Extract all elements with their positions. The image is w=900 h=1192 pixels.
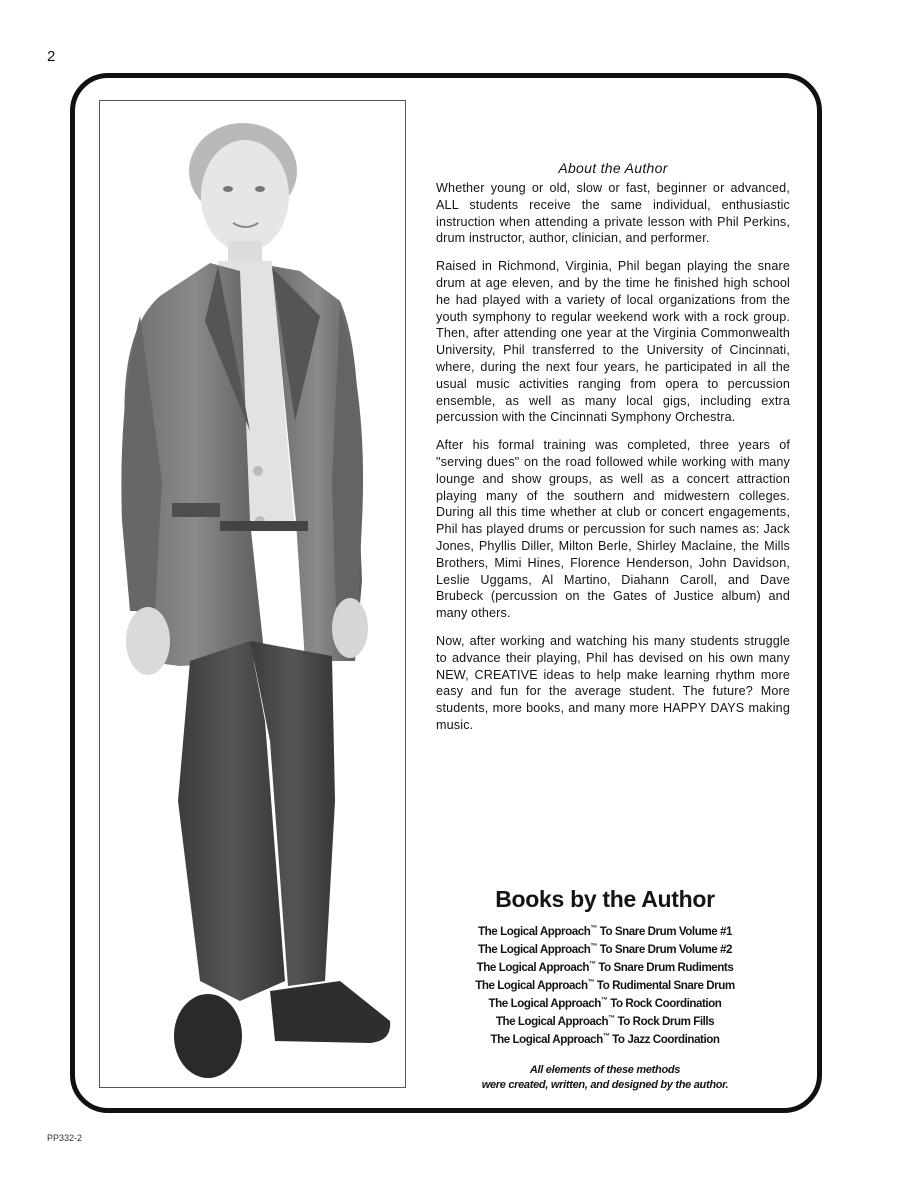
credit-line: were created, written, and designed by the author. xyxy=(481,1079,729,1092)
bio-paragraph: Whether young or old, slow or fast, beginner or advanced, ALL students receive the same individual, enthusiastic instruction when attending a private lesson with Phil Perkins, drum instructor, author, clinician, and performer. xyxy=(436,181,790,246)
credit-line: All elements of these methods xyxy=(529,1064,681,1077)
books-by-the-author xyxy=(430,886,780,1093)
books-title: Books by the Author xyxy=(495,886,715,912)
book-item: The Logical Approach™ To Snare Drum Volume #2 xyxy=(478,942,732,956)
bio-title: About the Author xyxy=(558,160,668,176)
page-number: 2 xyxy=(47,48,56,65)
about-the-author xyxy=(436,160,790,745)
bio-paragraph: After his formal training was completed, three years of "serving dues" on the road followed while working with many lounge and show groups, as well as a concert attraction playing many of the southern and midwestern colleges. During all this time whether at club or concert engagements, Phil has played drums or percussion for such names as: Jack Jones, Phyllis Diller, Milton Berle, Shirley Maclaine, the Mills Brothers, Mimi Hines, Florence Henderson, John Davidson, Leslie Uggams, Al Martino, Diahann Caroll, and Dave Brubeck (percussion on the Gates of Justice album) and many others. xyxy=(436,438,790,621)
book-item: The Logical Approach™ To Rock Coordination xyxy=(488,997,722,1011)
authorship-credit xyxy=(430,1063,780,1093)
author-portrait-illustration xyxy=(100,101,405,1087)
book-item: The Logical Approach™ To Rudimental Snare Drum xyxy=(475,979,735,993)
author-photo xyxy=(99,100,406,1088)
bio-paragraph: Now, after working and watching his many students struggle to advance their playing, Phil has devised on his own many NEW, CREATIVE ideas to help make learning rhythm more easy and fun for the average student. The future? More students, more books, and many more HAPPY DAYS making music. xyxy=(436,633,790,732)
book-list xyxy=(430,921,780,1047)
book-item: The Logical Approach™ To Rock Drum Fills xyxy=(495,1015,715,1029)
book-item: The Logical Approach™ To Jazz Coordination xyxy=(490,1033,720,1047)
book-item: The Logical Approach™ To Snare Drum Rudiments xyxy=(476,960,734,974)
bio-paragraph: Raised in Richmond, Virginia, Phil began playing the snare drum at age eleven, and by the time he finished high school he had played with a variety of local organizations from the youth symphony to regular weekend work with a rock group. Then, after attending one year at the Virginia Commonwealth University, Phil transferred to the University of Cincinnati, where, during the next four years, he participated in all the usual music activities ranging from opera to percussion ensemble, as well as many local gigs, including extra percussion with the Cincinnati Symphony Orchestra. xyxy=(436,259,790,425)
book-item: The Logical Approach™ To Snare Drum Volume #1 xyxy=(478,924,732,938)
footer-code: PP332-2 xyxy=(47,1133,83,1143)
